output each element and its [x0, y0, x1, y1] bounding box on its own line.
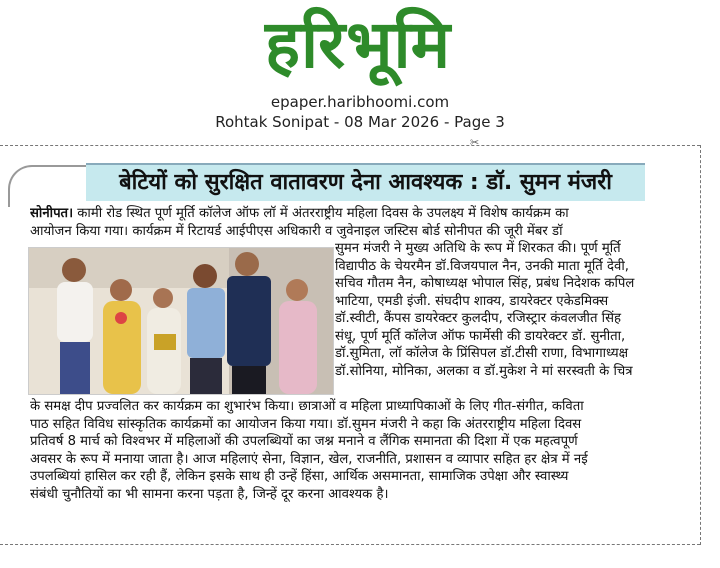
headline-band — [86, 163, 645, 201]
edition-page-info: Rohtak Sonipat - 08 Mar 2026 - Page 3 — [215, 113, 505, 131]
clip-border-top — [0, 145, 700, 146]
article-line: विद्यापीठ के चेयरमैन डॉ.विजयपाल नैन, उनकी माता मूर्ति देवी, — [335, 258, 629, 274]
article-line: अवसर के रूप में मनाया जाता है। आज महिलाएं सेना, विज्ञान, खेल, राजनीति, प्रशासन व व्यापार सहित हर क्षेत्र में नई — [30, 451, 588, 467]
article-line: डॉ.सोनिया, मोनिका, अलका व डॉ.मुकेश ने मां सरस्वती के चित्र — [335, 363, 633, 379]
masthead — [0, 0, 720, 131]
article-line: सचिव गौतम नैन, कोषाध्यक्ष भोपाल सिंह, प्रबंध निदेशक कपिल — [335, 276, 635, 291]
decorative-corner — [8, 165, 90, 207]
article-line: संबंधी चुनौतियों का भी सामना करना पड़ता है, जिन्हें दूर करना आवश्यक है। — [30, 486, 389, 502]
clip-border-bottom — [0, 544, 700, 545]
article-line: आयोजन किया गया। कार्यक्रम में रिटायर्ड आईपीएस अधिकारी व जुवेनाइल जस्टिस बोर्ड सोनीपत की जूरी मेंबर डॉ — [30, 223, 563, 239]
article-line: डॉ.सुमिता, लॉ कॉलेज के प्रिंसिपल डॉ.टीसी राणा, विभागाध्यक्ष — [335, 346, 629, 361]
epaper-url: epaper.haribhoomi.com — [270, 93, 450, 111]
scissors-icon: ✂ — [470, 136, 480, 149]
event-photo — [28, 247, 334, 395]
haribhoomi-logo: हरिभूमि — [264, 6, 452, 83]
event-photo-illustration — [29, 248, 333, 394]
article-line: भाटिया, एमडी इंजी. संघदीप शाक्य, डायरेक्टर एकेडमिक्स — [335, 293, 609, 309]
article-line-text: कामी रोड स्थित पूर्ण मूर्ति कॉलेज ऑफ लॉ में अंतरराष्ट्रीय महिला दिवस के उपलक्ष्य में विशेष कार्यक्रम का — [77, 206, 569, 221]
article-line: पाठ सहित विविध सांस्कृतिक कार्यक्रमों का आयोजन किया गया। डॉ.सुमन मंजरी ने कहा कि अंतरराष्ट्रीय महिला दिवस — [30, 416, 582, 432]
dateline: सोनीपत। — [30, 206, 74, 221]
article-line: उपलब्धियां हासिल कर रही हैं, लेकिन इसके साथ ही उन्हें हिंसा, आर्थिक असमानता, सामाजिक उपेक्षा और स्वास्थ्य — [30, 469, 569, 484]
clip-border-right — [700, 145, 701, 545]
article-headline: बेटियों को सुरक्षित वातावरण देना आवश्यक : डॉ. सुमन मंजरी — [119, 170, 612, 195]
article-line — [30, 205, 670, 223]
article-line: प्रतिवर्ष 8 मार्च को विश्वभर में महिलाओं की उपलब्धियों का जश्न मनाने व लैंगिक समानता की दिशा में एक महत्वपूर्ण — [30, 434, 578, 449]
article-line: के समक्ष दीप प्रज्वलित कर कार्यक्रम का शुभारंभ किया। छात्राओं व महिला प्राध्यापिकाओं के लिए गीत-संगीत, कविता — [30, 399, 584, 414]
article-line: डॉ.स्वीटी, कैंपस डायरेक्टर कुलदीप, रजिस्ट्रार कंवलजीत सिंह — [335, 311, 622, 326]
article-line: सुमन मंजरी ने मुख्य अतिथि के रूप में शिरकत की। पूर्ण मूर्ति — [335, 241, 621, 256]
article-line: संधू, पूर्ण मूर्ति कॉलेज ऑफ फार्मेसी की डायरेक्टर डॉ. सुनीता, — [335, 328, 626, 344]
